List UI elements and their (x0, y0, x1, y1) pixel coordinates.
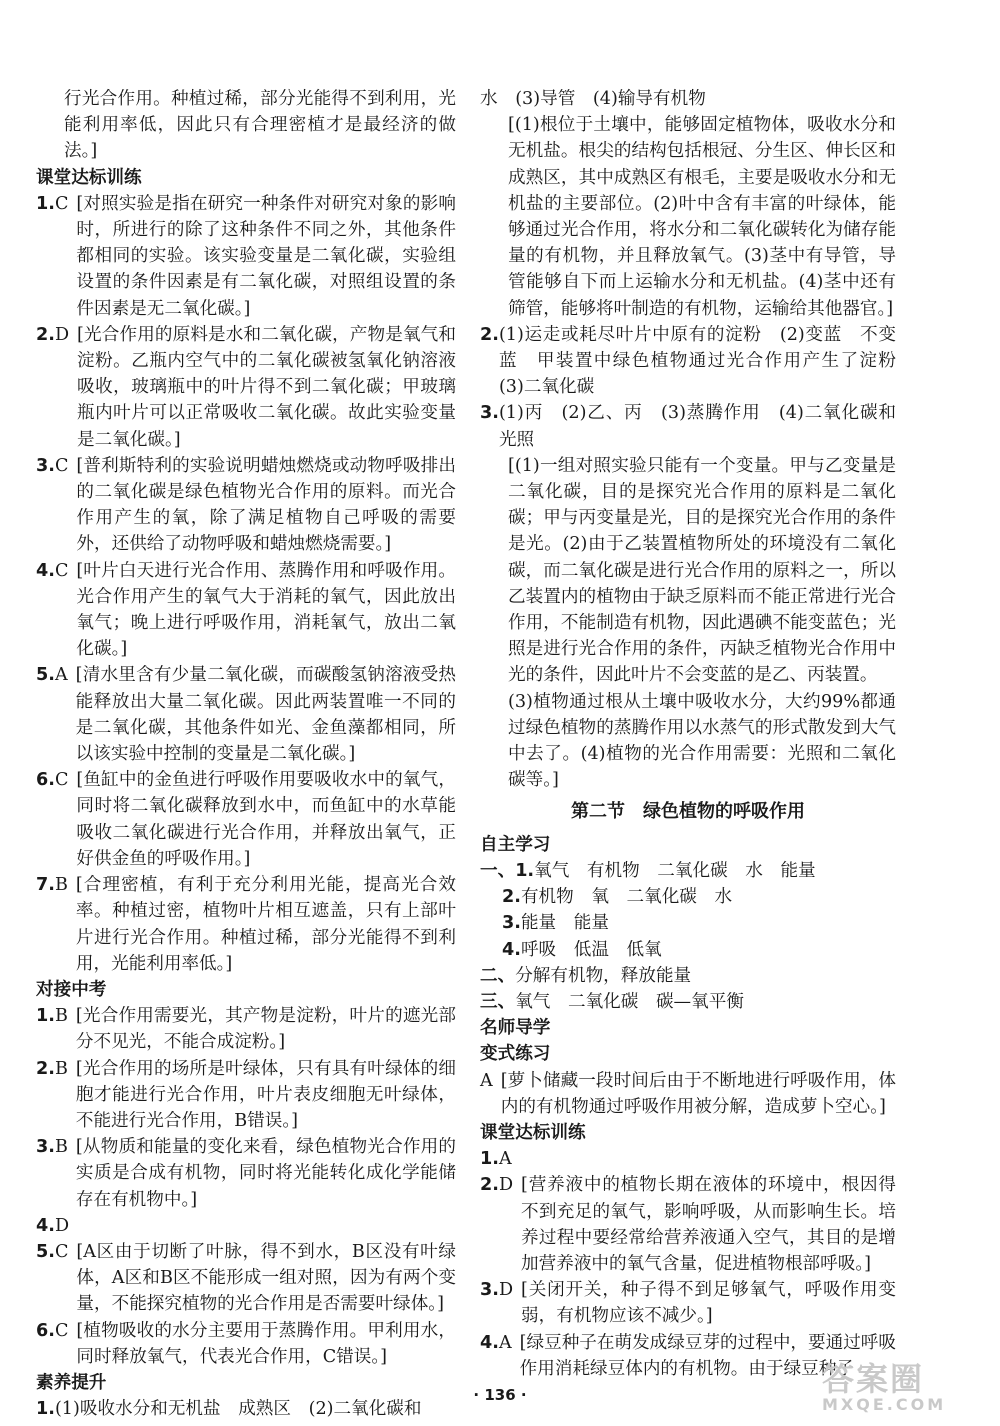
item-answer: C (54, 1320, 69, 1341)
zizhu-line (480, 884, 896, 910)
item-answer: C (54, 560, 69, 581)
item-explanation: [关闭开关，种子得不到足够氧气，呼吸作用变弱，有机物应该不减少。] (521, 1280, 896, 1327)
line-number: 3. (502, 913, 521, 934)
answer-item (36, 872, 456, 977)
line-number: 三、 (480, 991, 516, 1012)
ketang-2-list (480, 1146, 896, 1382)
line-text: 分解有机物，释放能量 (515, 965, 692, 986)
section-title: 第二节 绿色植物的呼吸作用 (571, 801, 805, 823)
item-answer: C (54, 770, 69, 791)
item-explanation: (1)吸收水分和无机盐 成熟区 (2)二氧化碳和 (54, 1399, 422, 1420)
item-explanation: [对照实验是指在研究一种条件对研究对象的影响时，所进行的除了这种条件不同之外，其他条件都相同的实验。该实验变量是二氧化碳，实验组设置的条件因素是有二氧化碳，对照组设置的条件因素是无二氧化碳。] (76, 193, 456, 319)
item-number: 1. (36, 1399, 55, 1420)
line-text: 氧气 有机物 二氧化碳 水 能量 (534, 860, 816, 881)
line-number: 4. (502, 939, 521, 960)
item-number: 6. (36, 1320, 55, 1341)
site-watermark (822, 1362, 972, 1418)
section-ketang-list (36, 191, 456, 977)
item-number: 4. (36, 1215, 55, 1236)
answer-item (480, 1277, 896, 1329)
item-answer: B (54, 875, 68, 896)
item-answer: A (498, 1149, 512, 1170)
zizhu-line (480, 989, 896, 1015)
line-number: 一、1. (480, 860, 535, 881)
item-answer: C (54, 455, 69, 476)
item-explanation: (1)运走或耗尽叶片中原有的淀粉 (2)变蓝 不变蓝 甲装置中绿色植物通过光合作用产生了淀粉 (3)二氧化碳 (498, 324, 914, 398)
item-answer: B (54, 1058, 68, 1079)
item-explanation: [合理密植，有利于充分利用光能，提高光合效率。种植过密，植物叶片相互遮盖，只有上部叶片进行光合作用。种植过稀，部分光能得不到利用，光能利用率低。] (75, 875, 456, 974)
answer-item (480, 1172, 896, 1277)
item3-explanation: [(1)一组对照实验只能有一个变量。甲与乙变量是二氧化碳，目的是探究光合作用的原料是二氧化碳；甲与丙变量是光，目的是探究光合作用的条件是光。(2)由于乙装置植物所处的环境没有二氧化碳，而二氧化碳是进行光合作用的原料之一，所以乙装置内的植物由于缺乏原料而不能正常进行光合作用，不能制造有机物，因此遇碘不能变蓝色；光照是进行光合作用的条件，丙缺乏植物光合作用中光的条件，因此叶片不会变蓝的是乙、丙装置。 (508, 455, 896, 686)
answer-item (480, 1146, 896, 1172)
item-number: 4. (480, 1332, 499, 1353)
answer-item (36, 1239, 456, 1318)
answer-item (480, 400, 896, 452)
item-explanation: [光合作用的场所是叶绿体，只有具有叶绿体的细胞才能进行光合作用，叶片表皮细胞无叶绿体，不能进行光合作用，B错误。] (75, 1058, 456, 1131)
item-explanation: [光合作用需要光，其产物是淀粉，叶片的遮光部分不见光，不能合成淀粉。] (75, 1006, 456, 1053)
answer-item (36, 453, 456, 558)
item-number: 5. (36, 665, 55, 686)
item-explanation: [植物吸收的水分主要用于蒸腾作用。甲利用水，同时释放氧气，代表光合作用，C错误。] (76, 1320, 456, 1367)
item-number: 3. (480, 403, 499, 424)
answer-item (480, 1068, 896, 1120)
item-explanation: [光合作用的原料是水和二氧化碳，产物是氧气和淀粉。乙瓶内空气中的二氧化碳被氢氧化钠溶液吸收，玻璃瓶中的叶片得不到二氧化碳；甲玻璃瓶内叶片可以正常吸收二氧化碳。故此实验变量是二氧化碳。] (77, 324, 456, 450)
item-number: 1. (480, 1149, 499, 1170)
item-explanation: [A区由于切断了叶脉，得不到水，B区没有叶绿体，A区和B区不能形成一组对照，因为有两个变量，不能探究植物的光合作用是否需要叶绿体。] (76, 1241, 456, 1315)
continued-explanation: [(1)根位于土壤中，能够固定植物体，吸收水分和无机盐。根尖的结构包括根冠、分生区、伸长区和成熟区，其中成熟区有根毛，主要是吸收水分和无机盐的主要部位。(2)叶中含有丰富的叶绿体，能够通过光合作用，将水分和二氧化碳转化为储存能量的有机物，并且释放氧气。(3)茎中有导管，导管能够自下而上运输水分和无机盐。(4)茎中还有筛管，能够将叶制造的有机物，运输给其他器官。] (508, 115, 896, 319)
section-heading-duijie: 对接中考 (36, 979, 107, 1000)
item-answer: A (480, 1070, 493, 1091)
answer-item (36, 1213, 456, 1239)
item-number: 2. (36, 324, 55, 345)
left-column (36, 86, 456, 1422)
item-explanation (77, 1213, 456, 1239)
line-text: 有机物 氧 二氧化碳 水 (520, 887, 733, 908)
item-answer: D (54, 1215, 70, 1236)
answer-item (36, 191, 456, 322)
item-explanation: [清水里含有少量二氧化碳，而碳酸氢钠溶液受热能释放出大量二氧化碳。因此两装置唯一不同的是二氧化碳，其他条件如光、金鱼藻都相同，所以该实验中控制的变量是二氧化碳。] (75, 665, 456, 765)
item-number: 3. (480, 1280, 499, 1301)
item-number: 2. (36, 1058, 55, 1079)
item-answer: C (54, 193, 69, 214)
continued-answer: 水 (3)导管 (4)输导有机物 (480, 89, 706, 109)
item-explanation: [营养液中的植物长期在液体的环境中，根因得不到充足的氧气，影响呼吸，从而影响生长。培养过程中要经常给营养液通入空气，其目的是增加营养液中的氧气含量，促进植物根部呼吸。] (521, 1175, 896, 1274)
zizhu-line (480, 858, 896, 884)
subheading-bianshi: 变式练习 (480, 1044, 551, 1065)
item-answer: A (498, 1332, 512, 1353)
section-heading-zizhu: 自主学习 (480, 834, 551, 855)
answer-item (36, 1134, 456, 1213)
item-number: 4. (36, 560, 55, 581)
item-number: 6. (36, 770, 55, 791)
section-heading-ketang: 课堂达标训练 (36, 167, 142, 188)
item-explanation (520, 1146, 896, 1172)
answer-item (36, 558, 456, 663)
line-text: 能量 能量 (520, 913, 609, 934)
item-answer: D (54, 324, 70, 345)
item-explanation: [鱼缸中的金鱼进行呼吸作用要吸收水中的氧气，同时将二氧化碳释放到水中，而鱼缸中的水草能吸收二氧化碳进行光合作用，并释放出氧气，正好供金鱼的呼吸作用。] (76, 770, 456, 869)
section-heading-mingshi: 名师导学 (480, 1018, 551, 1039)
item-explanation: [从物质和能量的变化来看，绿色植物光合作用的实质是合成有机物，同时将光能转化成化学能储存在有机物中。] (75, 1137, 456, 1210)
item-explanation: (1)丙 (2)乙、丙 (3)蒸腾作用 (4)二氧化碳和光照 (498, 403, 896, 450)
line-text: 氧气 二氧化碳 碳—氧平衡 (515, 991, 744, 1012)
item-number: 3. (36, 455, 55, 476)
item3-explanation-cont: (3)植物通过根从土壤中吸收水分，大约99%都通过绿色植物的蒸腾作用以水蒸气的形式散发到大气中去了。(4)植物的光合作用需要：光照和二氧化碳等。] (508, 691, 896, 791)
answer-item (36, 322, 456, 453)
item-answer: B (54, 1137, 68, 1158)
item-number: 2. (480, 1175, 499, 1196)
watermark-logo-text: 答案圈 (822, 1360, 925, 1398)
line-number: 2. (502, 887, 521, 908)
section-heading-suyang: 素养提升 (36, 1372, 107, 1393)
line-text: 呼吸 低温 低氧 (520, 939, 662, 960)
zizhu-line (480, 937, 896, 963)
answer-item (36, 1056, 456, 1135)
line-number: 二、 (480, 965, 516, 986)
item-explanation: [叶片白天进行光合作用、蒸腾作用和呼吸作用。光合作用产生的氧气大于消耗的氧气，因此放出氧气；晚上进行呼吸作用，消耗氧气，放出二氧化碳。] (76, 560, 456, 660)
item-explanation: [普利斯特利的实验说明蜡烛燃烧或动物呼吸排出的二氧化碳是绿色植物光合作用的原料。而光合作用产生的氧，除了满足植物自己呼吸的需要外，还供给了动物呼吸和蜡烛燃烧需要。] (76, 455, 456, 555)
section-duijie-list (36, 1003, 456, 1370)
item-answer: B (54, 1006, 68, 1027)
item-number: 1. (36, 193, 55, 214)
item-number: 1. (36, 1006, 55, 1027)
answer-item (36, 767, 456, 872)
zizhu-line (480, 910, 896, 936)
item-answer: D (498, 1280, 514, 1301)
answer-item (36, 662, 456, 767)
item-number: 2. (480, 324, 499, 345)
answer-item (36, 1003, 456, 1055)
item-answer: A (54, 665, 68, 686)
item-number: 7. (36, 875, 55, 896)
answer-item (480, 322, 914, 401)
item-answer: D (498, 1175, 514, 1196)
section-heading-ketang-2: 课堂达标训练 (480, 1122, 586, 1143)
answer-item (36, 1318, 456, 1370)
item-explanation: [绿豆种子在萌发成绿豆芽的过程中，要通过呼吸作用消耗绿豆体内的有机物。由于绿豆种子 (519, 1332, 896, 1379)
item-number: 5. (36, 1241, 55, 1262)
zizhu-line (480, 963, 896, 989)
watermark-url: MXQE.COM (822, 1395, 947, 1414)
intro-paragraph: 行光合作用。种植过稀，部分光能得不到利用，光能利用率低，因此只有合理密植才是最经济的做法。] (64, 89, 456, 162)
item-number: 3. (36, 1137, 55, 1158)
zizhu-list (480, 858, 896, 1015)
page-number: · 136 · (473, 1386, 527, 1404)
item-explanation: [萝卜储藏一段时间后由于不断地进行呼吸作用，体内的有机物通过呼吸作用被分解，造成萝卜空心。] (500, 1070, 896, 1117)
item-answer: C (54, 1241, 69, 1262)
